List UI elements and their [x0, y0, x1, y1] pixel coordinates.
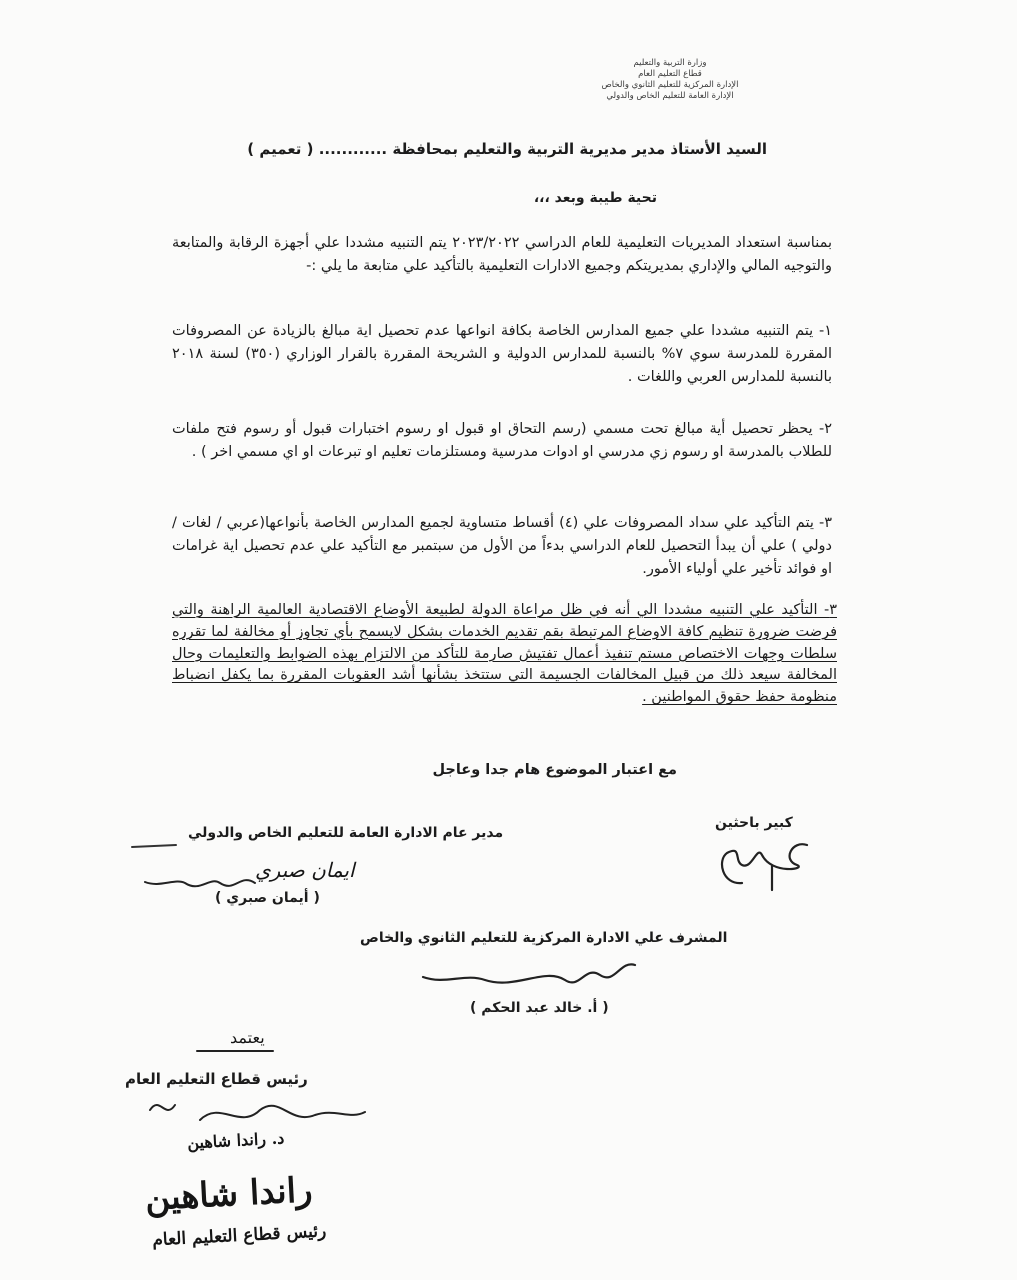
header-line-1: وزارة التربية والتعليم: [633, 58, 707, 68]
official-stamp: [117, 1118, 394, 1267]
director1-name: ( أيمان صبري ): [215, 890, 320, 906]
stamp-line-1: د. راندا شاهين: [186, 1128, 285, 1153]
item-1: ١- يتم التنبيه مشددا علي جميع المدارس الخاصة بكافة انواعها عدم تحصيل اية مبالغ بالزيادة عن المصروفات المقررة للمدرسة سوي ٧% بالنسبة للمدارس الدولية و الشريحة المقررة بالقرار الوزاري (٣٥٠) لسنة ٢٠١٨ بالنسبة للمدارس العربي واللغات .: [172, 323, 833, 385]
closing-line: مع اعتبار الموضوع هام جدا وعاجل: [432, 762, 677, 778]
approval-mark: يعتمد: [230, 1028, 265, 1047]
greeting-line: تحية طيبة وبعد ،،،: [533, 190, 657, 206]
stamp-line-2: راندا شاهين: [144, 1170, 314, 1219]
director1-handwriting: ايمان صبري: [255, 858, 355, 882]
header-line-4: الإدارة العامة للتعليم الخاص والدولي: [606, 91, 734, 101]
item-2: ٢- يحظر تحصيل أية مبالغ تحت مسمي (رسم التحاق او قبول او رسوم اختبارات قبول أو رسوم فتح ملفات للطلاب بالمدرسة او رسوم زي مدرسي او ادوات مدرسية ومستلزمات تعليم او تبرعات او اي مسمي اخر ) .: [172, 421, 832, 460]
sector-head-title: رئيس قطاع التعليم العام: [125, 1070, 308, 1088]
header-line-3: الإدارة المركزية للتعليم الثانوي والخاص: [601, 80, 739, 90]
researcher-signature-icon: [712, 835, 822, 895]
researcher-title: كبير باحثين: [715, 815, 793, 831]
header-line-2: قطاع التعليم العام: [638, 69, 702, 79]
item-3: ٣- يتم التأكيد علي سداد المصروفات علي (٤) أقساط متساوية لجميع المدارس الخاصة بأنواعها(عربي / لغات / دولي ) علي أن يبدأ التحصيل للعام الدراسي بدءاً من الأول من سبتمبر مع التأكيد علي عدم تحصيل اية غرامات او فوائد تأخير علي أولياء الأمور.: [172, 515, 832, 577]
stamp-line-3: رئيس قطاع التعليم العام: [151, 1221, 327, 1251]
intro-paragraph: بمناسبة استعداد المديريات التعليمية للعام الدراسي ٢٠٢٣/٢٠٢٢ يتم التنبيه مشددا علي أجهزة الرقابة والمتابعة والتوجيه المالي والإداري بمديريتكم وجميع الادارات التعليمية بالتأكيد علي متابعة ما يلي :-: [172, 235, 832, 274]
item-4-underlined: ٣- التأكيد علي التنبيه مشددا الي أنه في ظل مراعاة الدولة لطبيعة الأوضاع الاقتصادية العالمية الراهنة والتي فرضت ضرورة تنظيم كافة الاوضاع المرتبطة بقم تقديم الخدمات بشكل لايسمح بأي تجاوز أو مخالفة لما تقرره سلطات وجهات الاختصاص مستم تنفيذ أعمال تفتيش صارمة للتأكد من الالتزام بهذه الضوابط والتعليمات وحال المخالفة سيعد ذلك من قبيل المخالفات الجسيمة التي ستتخذ بشأنها أشد العقوبات المقررة بما يكفل انضباط منظومة حفظ حقوق المواطنين .: [172, 602, 837, 706]
director2-name: ( أ. خالد عبد الحكم ): [470, 1000, 609, 1016]
director2-title: المشرف علي الادارة المركزية للتعليم الثانوي والخاص: [360, 930, 728, 946]
director1-title: مدير عام الادارة العامة للتعليم الخاص والدولي: [188, 825, 504, 841]
ministry-header: [600, 58, 740, 102]
approval-underline-icon: [195, 1045, 275, 1057]
director2-signature-icon: [415, 955, 645, 1000]
addressee-line: السيد الأستاذ مدير مديرية التربية والتعليم بمحافظة ............ ( تعميم ): [247, 140, 767, 158]
dash-mark-icon: [130, 835, 180, 855]
